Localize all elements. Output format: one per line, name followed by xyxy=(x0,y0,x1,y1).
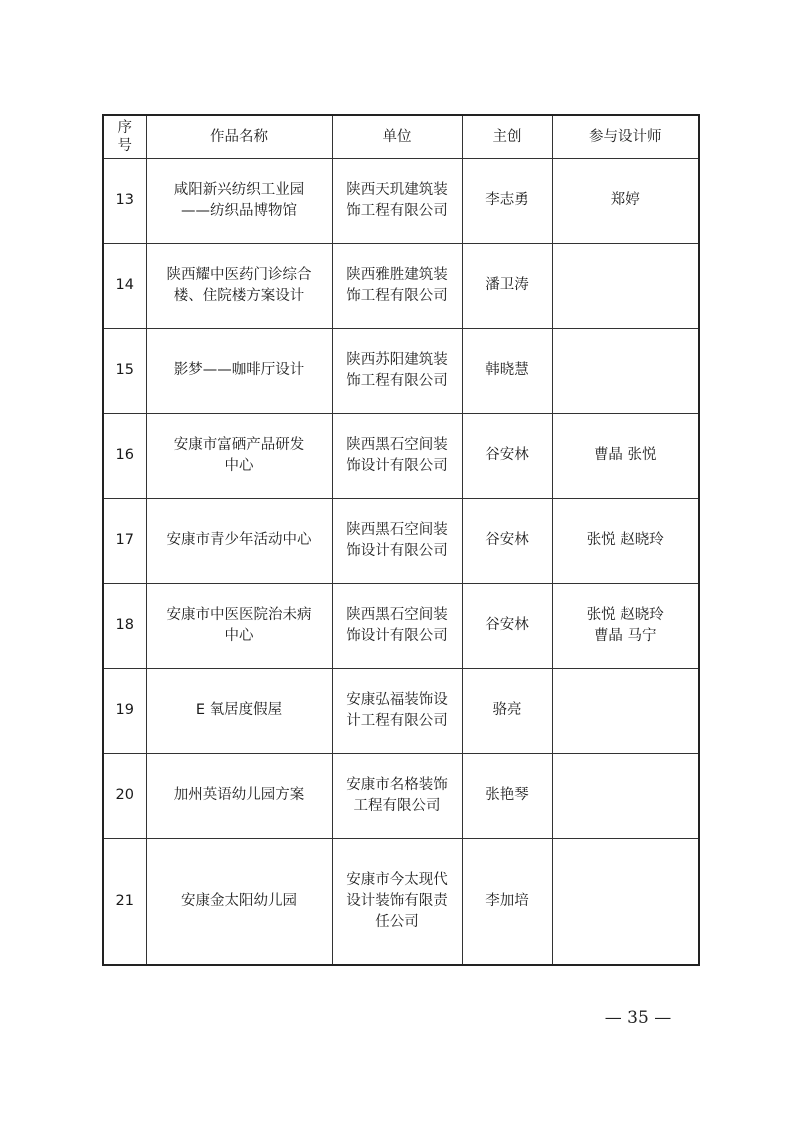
cell-lead: 谷安林 xyxy=(462,583,552,668)
cell-lead: 韩晓慧 xyxy=(462,328,552,413)
cell-work-line: 中心 xyxy=(224,627,254,644)
table-row xyxy=(103,838,699,965)
cell-work xyxy=(146,158,332,243)
cell-unit-line: 陕西雅胜建筑装 xyxy=(346,266,448,283)
header-unit: 单位 xyxy=(332,115,462,158)
cell-work xyxy=(146,413,332,498)
cell-unit-line: 安康市今太现代 xyxy=(346,871,448,888)
table-row xyxy=(103,668,699,753)
cell-unit xyxy=(332,838,462,965)
cell-unit-line: 饰设计有限公司 xyxy=(346,457,448,474)
cell-no: 13 xyxy=(103,158,146,243)
cell-no: 20 xyxy=(103,753,146,838)
cell-work xyxy=(146,753,332,838)
cell-work xyxy=(146,668,332,753)
cell-lead: 谷安林 xyxy=(462,498,552,583)
cell-lead: 张艳琴 xyxy=(462,753,552,838)
cell-work-line: 安康市中医医院治未病 xyxy=(166,606,312,623)
cell-unit-line: 饰工程有限公司 xyxy=(346,372,448,389)
cell-designers-line: 曹晶 张悦 xyxy=(593,447,657,463)
cell-work-line: 陕西耀中医药门诊综合 xyxy=(166,266,312,283)
cell-unit-line: 饰工程有限公司 xyxy=(346,202,448,219)
cell-unit xyxy=(332,583,462,668)
cell-unit-line: 饰设计有限公司 xyxy=(346,542,448,559)
cell-unit-line: 任公司 xyxy=(375,913,419,930)
cell-designers xyxy=(552,413,699,498)
cell-unit xyxy=(332,413,462,498)
cell-designers xyxy=(552,498,699,583)
cell-no: 14 xyxy=(103,243,146,328)
cell-work-line: ——纺织品博物馆 xyxy=(181,202,297,219)
cell-no: 19 xyxy=(103,668,146,753)
cell-unit-line: 陕西苏阳建筑装 xyxy=(346,351,448,368)
cell-unit-line: 饰设计有限公司 xyxy=(346,627,448,644)
cell-work xyxy=(146,243,332,328)
awards-table xyxy=(102,114,700,966)
table-row xyxy=(103,413,699,498)
cell-unit-line: 陕西黑石空间装 xyxy=(346,606,448,623)
cell-lead: 谷安林 xyxy=(462,413,552,498)
cell-work-line: 楼、住院楼方案设计 xyxy=(173,287,305,304)
table-row xyxy=(103,753,699,838)
cell-lead: 李加培 xyxy=(462,838,552,965)
cell-designers xyxy=(552,328,699,413)
cell-work-line: 咸阳新兴纺织工业园 xyxy=(173,181,305,198)
cell-lead: 李志勇 xyxy=(462,158,552,243)
cell-work xyxy=(146,838,332,965)
cell-work-line: 安康金太阳幼儿园 xyxy=(181,892,297,909)
cell-no: 18 xyxy=(103,583,146,668)
table-row xyxy=(103,243,699,328)
cell-designers-line: 曹晶 马宁 xyxy=(593,627,657,644)
cell-no: 17 xyxy=(103,498,146,583)
cell-no: 16 xyxy=(103,413,146,498)
cell-unit xyxy=(332,328,462,413)
cell-unit-line: 计工程有限公司 xyxy=(346,712,448,729)
page-number: — 35 — xyxy=(604,1008,672,1028)
cell-unit-line: 安康弘福装饰设 xyxy=(346,691,448,708)
cell-work-line: 中心 xyxy=(224,457,254,474)
cell-designers xyxy=(552,668,699,753)
cell-work-line: 加州英语幼儿园方案 xyxy=(173,787,305,803)
cell-work-line: E 氧居度假屋 xyxy=(195,702,283,718)
table-header-row xyxy=(103,115,699,158)
table-row xyxy=(103,498,699,583)
cell-unit-line: 陕西天玑建筑装 xyxy=(346,181,448,198)
cell-unit-line: 饰工程有限公司 xyxy=(346,287,448,304)
cell-designers xyxy=(552,838,699,965)
cell-lead: 潘卫涛 xyxy=(462,243,552,328)
header-designers: 参与设计师 xyxy=(552,115,699,158)
header-lead: 主创 xyxy=(462,115,552,158)
cell-work xyxy=(146,328,332,413)
cell-no: 15 xyxy=(103,328,146,413)
cell-designers-line: 郑婷 xyxy=(610,192,640,208)
cell-unit xyxy=(332,243,462,328)
cell-unit-line: 陕西黑石空间装 xyxy=(346,436,448,453)
cell-work xyxy=(146,498,332,583)
cell-unit xyxy=(332,158,462,243)
cell-unit-line: 陕西黑石空间装 xyxy=(346,521,448,538)
table-row xyxy=(103,158,699,243)
cell-work xyxy=(146,583,332,668)
cell-designers-line: 张悦 赵晓玲 xyxy=(586,606,664,623)
header-work: 作品名称 xyxy=(146,115,332,158)
cell-designers xyxy=(552,243,699,328)
cell-designers-line: 张悦 赵晓玲 xyxy=(586,532,664,548)
cell-work-line: 安康市富硒产品研发 xyxy=(173,436,305,453)
cell-designers xyxy=(552,158,699,243)
cell-work-line: 安康市青少年活动中心 xyxy=(166,532,312,548)
cell-unit-line: 设计装饰有限责 xyxy=(346,892,448,909)
cell-unit-line: 安康市名格装饰 xyxy=(346,776,448,793)
cell-unit xyxy=(332,498,462,583)
cell-designers xyxy=(552,583,699,668)
cell-lead: 骆亮 xyxy=(462,668,552,753)
header-no: 序号 xyxy=(103,115,146,158)
cell-unit xyxy=(332,753,462,838)
table-row xyxy=(103,583,699,668)
cell-unit-line: 工程有限公司 xyxy=(353,797,441,814)
cell-designers xyxy=(552,753,699,838)
table-row xyxy=(103,328,699,413)
cell-work-line: 影梦——咖啡厅设计 xyxy=(173,362,305,378)
cell-no: 21 xyxy=(103,838,146,965)
cell-unit xyxy=(332,668,462,753)
